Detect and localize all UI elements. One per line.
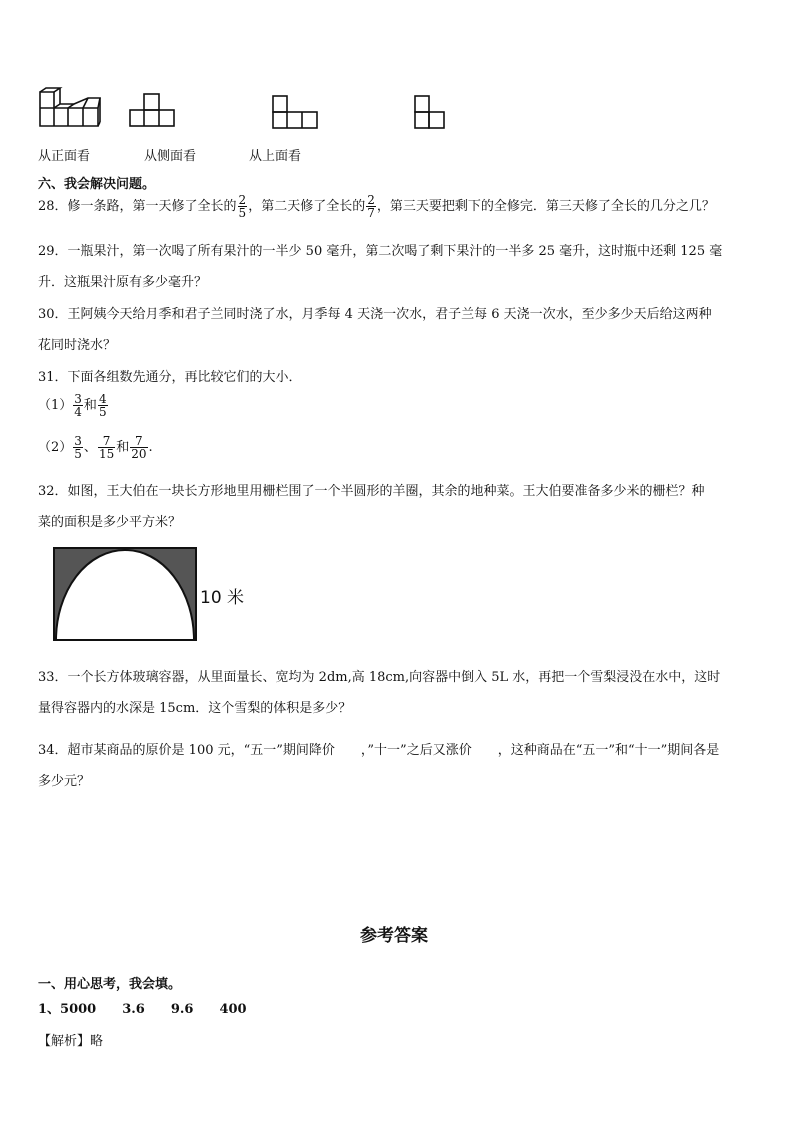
q31-p2-sep: 、: [83, 440, 97, 455]
question-32-line-2: 菜的面积是多少平方米？: [38, 515, 182, 530]
q31-p2-fraction-1: $\frac{3}{5}$: [74, 434, 82, 461]
view-label-side: 从侧面看: [144, 149, 197, 164]
q28-fraction-2: $\frac{2}{7}$: [367, 193, 375, 220]
question-30-line-2: 花同时浇水？: [38, 338, 117, 353]
question-32-line-1: 32．如图，王大伯在一块长方形地里用栅栏围了一个半圆形的羊圈，其余的地种菜。王大伯要准备多少米的栅栏？种: [38, 484, 705, 499]
q31-p1-fraction-2: $\frac{4}{5}$: [98, 392, 107, 419]
side-view-figure: [128, 92, 178, 128]
answers-heading: 参考答案: [360, 926, 428, 946]
question-29-line-1: 29．一瓶果汁，第一次喝了所有果汁的一半少 50 毫升，第二次喝了剩下果汁的一半多 25 毫升，这时瓶中还剩 125 毫: [38, 244, 723, 259]
q31-p2-end: .: [148, 440, 153, 455]
question-29-line-2: 升．这瓶果汁原有多少毫升？: [38, 275, 208, 290]
q28-text-c: ，第三天要把剩下的全修完．第三天修了全长的几分之几？: [376, 199, 715, 214]
question-30-line-1: 30．王阿姨今天给月季和君子兰同时浇了水，月季每 4 天浇一次水，君子兰每 6 天浇一次水，至少多少天后给这两种: [38, 307, 712, 322]
q31-p2-label: （2）: [38, 440, 73, 455]
fourth-view-figure: [412, 94, 452, 132]
section-six-heading: 六、我会解决问题。: [38, 177, 156, 192]
question-33-line-1: 33．一个长方体玻璃容器，从里面量长、宽均为 2dm,高 18cm,向容器中倒入 5L 水，再把一个雪梨浸没在水中，这时: [38, 670, 721, 685]
answers-section-one: 一、用心思考，我会填。: [38, 977, 182, 992]
question-34-line-1: 34．超市某商品的原价是 100 元，“五一”期间降价 ，”十一”之后又涨价 ，这种商品在“五一”和“十一”期间各是: [38, 743, 720, 758]
answer-1: 1、5000 3.6 9.6 400: [38, 1002, 247, 1017]
top-view-figure: [270, 94, 320, 130]
q28-text-a: 28．修一条路，第一天修了全长的: [38, 199, 237, 214]
q31-p2-fraction-2: $\frac{7}{15}$: [98, 434, 115, 461]
q31-p2-and: 和: [116, 440, 130, 455]
figure-side-label: 10 米: [200, 588, 245, 608]
front-view-figure: [38, 86, 104, 130]
question-31-part-1: [38, 393, 109, 418]
question-34-line-2: 多少元？: [38, 774, 91, 789]
question-31-part-2: [38, 435, 153, 460]
view-label-front: 从正面看: [38, 149, 91, 164]
question-31-title: 31．下面各组数先通分，再比较它们的大小．: [38, 370, 302, 385]
answer-1-analysis: 【解析】略: [38, 1034, 104, 1049]
question-28: [38, 194, 715, 219]
q31-p1-fraction-1: $\frac{3}{4}$: [74, 392, 82, 419]
q31-p1-label: （1）: [38, 398, 73, 413]
q31-p1-and: 和: [83, 398, 97, 413]
q31-p2-fraction-3: $\frac{7}{20}$: [131, 434, 147, 461]
question-33-line-2: 量得容器内的水深是 15cm．这个雪梨的体积是多少？: [38, 701, 352, 716]
q28-fraction-1: $\frac{2}{5}$: [238, 193, 247, 220]
q28-text-b: ，第二天修了全长的: [248, 199, 366, 214]
view-label-top: 从上面看: [249, 149, 302, 164]
semicircle-pen-figure: [52, 544, 202, 644]
